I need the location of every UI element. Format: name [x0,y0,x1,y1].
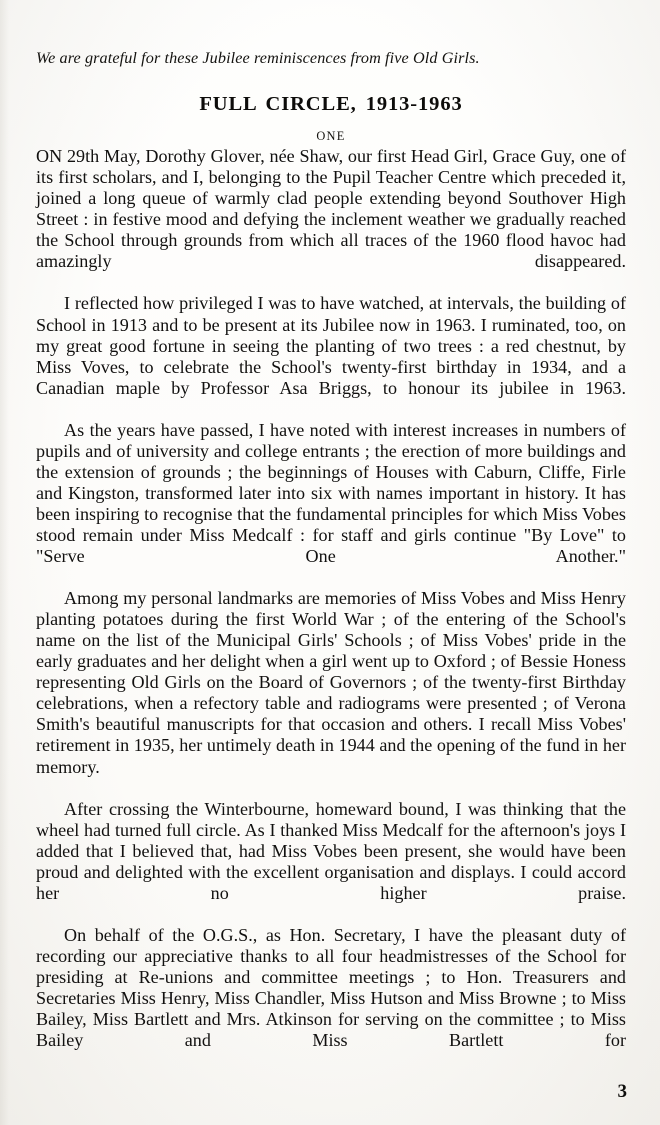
page-title: FULL CIRCLE, 1913-1963 [199,93,463,116]
page-content [36,0,626,1072]
paragraph: After crossing the Winterbourne, homeward bound, I was thinking that the wheel had turned full circle. As I thanked Miss Medcalf for the afternoon's joys I added that I believed that, had Miss Vobes been present, she would have been proud and delighted with the excellent organisation and displays. I could accord her no higher praise. [36,798,626,903]
article-body [36,146,626,1072]
scan-edge-artifact [0,0,9,1125]
page-number: 3 [617,1081,627,1102]
paragraph: ON 29th May, Dorothy Glover, née Shaw, our first Head Girl, Grace Guy, one of its first scholars, and I, belonging to the Pupil Teacher Centre which preceded it, joined a long queue of warmly clad people extending beyond Southover High Street : in festive mood and defying the inclement weather we gradually reached the School through grounds from which all traces of the 1960 flood havoc had amazingly disappeared. [36,146,626,272]
section-number: ONE [316,129,346,144]
paragraph: As the years have passed, I have noted with interest increases in numbers of pupils and of university and college entrants ; the erection of more buildings and the extension of grounds ; the beginnings of Houses with Caburn, Cliffe, Firle and Kingston, transformed later into six with names important in history. It has been inspiring to recognise that the fundamental principles for which Miss Vobes stood remain under Miss Medcalf : for staff and girls continue "By Love" to "Serve One Another." [36,419,626,567]
epigraph: We are grateful for these Jubilee reminiscences from five Old Girls. [36,49,480,67]
paragraph: I reflected how privileged I was to have watched, at intervals, the building of School in 1913 and to be present at its Jubilee now in 1963. I ruminated, too, on my great good fortune in seeing the planting of two trees : a red chestnut, by Miss Voves, to celebrate the School's twenty-first birthday in 1934, and a Canadian maple by Professor Asa Briggs, to honour its jubilee in 1963. [36,293,626,398]
paragraph: On behalf of the O.G.S., as Hon. Secretary, I have the pleasant duty of recording our appreciative thanks to all four headmistresses of the School for presiding at Re-unions and committee meetings ; to Hon. Treasurers and Secretaries Miss Henry, Miss Chandler, Miss Hutson and Miss Browne ; to Miss Bailey, Miss Bartlett and Mrs. Atkinson for serving on the committee ; to Miss Bailey and Miss Bartlett for [36,924,626,1051]
paragraph: Among my personal landmarks are memories of Miss Vobes and Miss Henry planting potatoes during the first World War ; of the entering of the School's name on the list of the Municipal Girls' Schools ; of Miss Vobes' pride in the early graduates and her delight when a girl went up to Oxford ; of Bessie Honess representing Old Girls on the Board of Governors ; of the twenty-first Birthday celebrations, when a refectory table and radiograms were presented ; of Verona Smith's beautiful manuscripts for that occasion and others. I recall Miss Vobes' retirement in 1935, her untimely death in 1944 and the opening of the fund in her memory. [36,588,626,777]
